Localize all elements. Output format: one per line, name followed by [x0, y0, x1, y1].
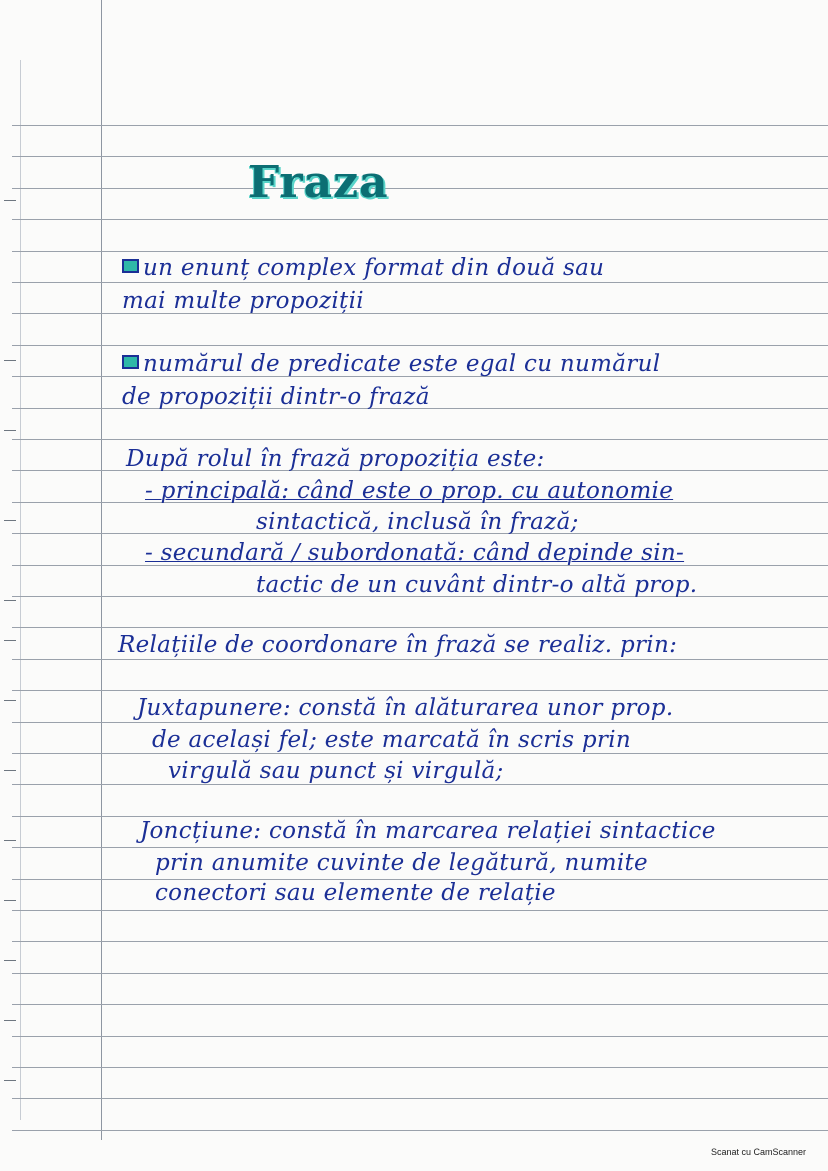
ruled-line	[12, 910, 828, 911]
ruled-line	[12, 627, 828, 628]
ruled-line	[12, 973, 828, 974]
ruled-line	[12, 753, 828, 754]
ruled-line	[12, 816, 828, 817]
role-secondary-line-2: tactic de un cuvânt dintr-o altă prop.	[256, 572, 698, 598]
binding-mark	[4, 960, 16, 961]
ruled-line	[12, 1130, 828, 1131]
jonctiune-line-1: Joncțiune: constă în marcarea relației sintactice	[140, 818, 716, 844]
binding-mark	[4, 900, 16, 901]
coordination-intro: Relațiile de coordonare în frază se realiz. prin:	[118, 632, 678, 658]
margin-line	[101, 0, 102, 1140]
ruled-line	[12, 784, 828, 785]
definition-line-2: mai multe propoziții	[122, 288, 364, 314]
ruled-line	[12, 847, 828, 848]
ruled-line	[12, 1067, 828, 1068]
definition-line-1	[122, 255, 604, 281]
definition-text-1: un enunț complex format din două sau	[143, 255, 605, 281]
highlight-bullet-icon	[122, 355, 139, 369]
ruled-line	[12, 251, 828, 252]
scanner-watermark: Scanat cu CamScanner	[710, 1147, 806, 1157]
jonctiune-line-2: prin anumite cuvinte de legătură, numite	[155, 850, 648, 876]
binding-mark	[4, 360, 16, 361]
binding-mark	[4, 840, 16, 841]
highlight-bullet-icon	[122, 259, 139, 273]
ruled-line	[12, 219, 828, 220]
ruled-line	[12, 156, 828, 157]
predicates-text-1: numărul de predicate este egal cu numărul	[143, 351, 661, 377]
binding-mark	[4, 430, 16, 431]
juxtapunere-line-1: Juxtapunere: constă în alăturarea unor prop.	[137, 695, 674, 721]
ruled-line	[12, 188, 828, 189]
ruled-line	[12, 722, 828, 723]
ruled-line	[12, 1098, 828, 1099]
binding-mark	[4, 600, 16, 601]
juxtapunere-line-3: virgulă sau punct și virgulă;	[168, 758, 504, 784]
binding-mark	[4, 1080, 16, 1081]
page-title: Fraza	[248, 157, 389, 208]
ruled-line	[12, 345, 828, 346]
binding-mark	[4, 200, 16, 201]
juxtapunere-line-2: de același fel; este marcată în scris prin	[152, 727, 632, 753]
role-principal-line-2: sintactică, inclusă în frază;	[256, 509, 579, 535]
ruled-line	[12, 1004, 828, 1005]
ruled-line	[12, 941, 828, 942]
ruled-line	[12, 1036, 828, 1037]
binding-mark	[4, 1020, 16, 1021]
ruled-line	[12, 282, 828, 283]
binding-mark	[4, 700, 16, 701]
predicates-line-2: de propoziții dintr-o frază	[122, 384, 430, 410]
binding-mark	[4, 770, 16, 771]
ruled-line	[12, 659, 828, 660]
ruled-line	[12, 690, 828, 691]
predicates-line-1	[122, 351, 660, 377]
ruled-line	[12, 439, 828, 440]
role-secondary-line-1: - secundară / subordonată: când depinde sin-	[145, 540, 685, 566]
ruled-line	[12, 125, 828, 126]
binding-mark	[4, 520, 16, 521]
binding-mark	[4, 640, 16, 641]
role-intro: După rolul în frază propoziția este:	[126, 446, 545, 472]
jonctiune-line-3: conectori sau elemente de relație	[155, 880, 556, 906]
role-principal-line-1: - principală: când este o prop. cu autonomie	[145, 478, 674, 504]
